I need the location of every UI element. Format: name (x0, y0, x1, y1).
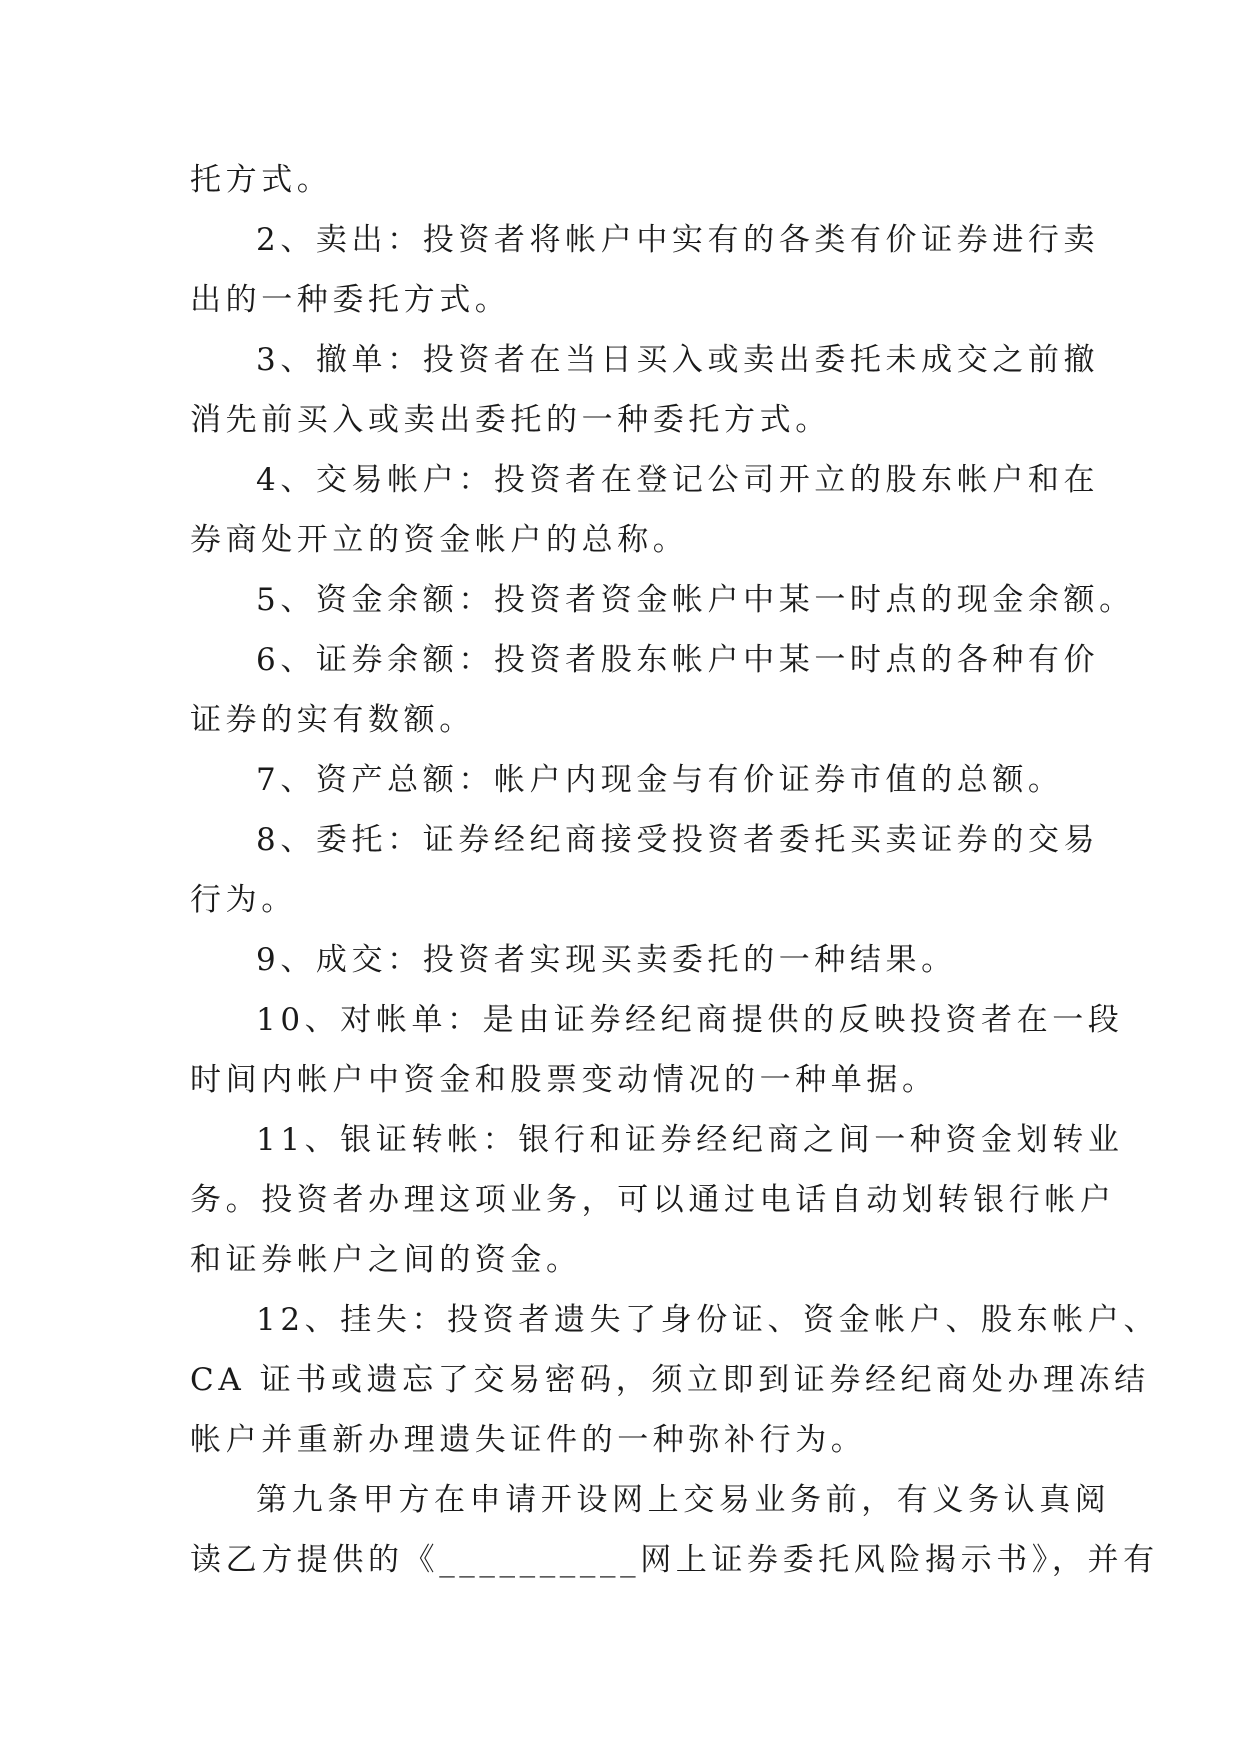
text-line: 4、交易帐户：投资者在登记公司开立的股东帐户和在 (256, 462, 1100, 498)
body-text (190, 150, 1160, 1590)
text-line: CA 证书或遗忘了交易密码，须立即到证券经纪商处办理冻结 (190, 1362, 1150, 1398)
text-line: 10、对帐单：是由证券经纪商提供的反映投资者在一段 (256, 1002, 1124, 1038)
text-line: 5、资金余额：投资者资金帐户中某一时点的现金余额。 (256, 582, 1135, 618)
text-line: 消先前买入或卖出委托的一种委托方式。 (190, 402, 831, 438)
text-line: 8、委托：证券经纪商接受投资者委托买卖证券的交易 (256, 822, 1100, 858)
text-line: 7、资产总额：帐户内现金与有价证券市值的总额。 (256, 762, 1064, 798)
text-line: 帐户并重新办理遗失证件的一种弥补行为。 (190, 1422, 867, 1458)
text-line: 9、成交：投资者实现买卖委托的一种结果。 (256, 942, 957, 978)
text-line: 务。投资者办理这项业务，可以通过电话自动划转银行帐户 (190, 1182, 1116, 1218)
text-line: 券商处开立的资金帐户的总称。 (190, 522, 689, 558)
text-line: 出的一种委托方式。 (190, 282, 511, 318)
text-line: 托方式。 (190, 162, 333, 198)
text-line: 3、撤单：投资者在当日买入或卖出委托未成交之前撤 (256, 342, 1100, 378)
text-line: 第九条甲方在申请开设网上交易业务前，有义务认真阅 (256, 1482, 1111, 1518)
text-line: 时间内帐户中资金和股票变动情况的一种单据。 (190, 1062, 938, 1098)
text-line: 12、挂失：投资者遗失了身份证、资金帐户、股东帐户、 (256, 1302, 1160, 1338)
text-line: 11、银证转帐：银行和证券经纪商之间一种资金划转业 (256, 1122, 1124, 1158)
text-line: 证券的实有数额。 (190, 702, 475, 738)
text-line: 和证券帐户之间的资金。 (190, 1242, 582, 1278)
text-line: 2、卖出：投资者将帐户中实有的各类有价证券进行卖 (256, 222, 1100, 258)
text-line: 行为。 (190, 882, 297, 918)
text-line: 读乙方提供的《__________网上证券委托风险揭示书》，并有 (190, 1542, 1159, 1578)
text-line: 6、证券余额：投资者股东帐户中某一时点的各种有价 (256, 642, 1100, 678)
